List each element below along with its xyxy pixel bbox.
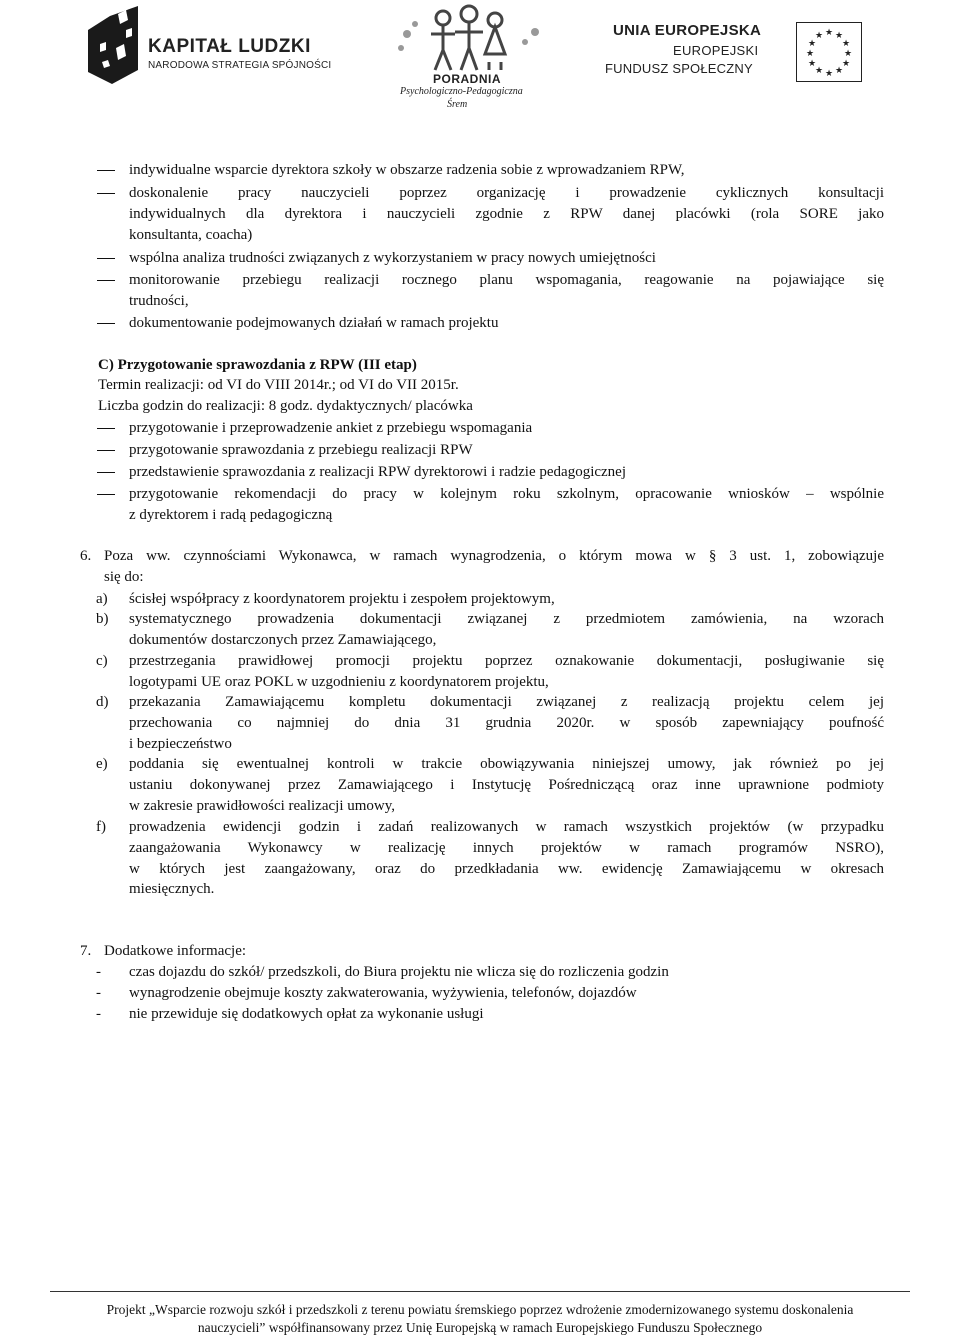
poradnia-title: PORADNIA [433, 72, 502, 86]
list-item-c: c) przestrzegania prawidłowej promocji projektu poprzez oznakowanie dokumentacji, posługiwanie się logotypami UE oraz POKL w uzgodnieniu z koordynatorem projektu, [96, 653, 884, 690]
section-c-heading: C) Przygotowanie sprawozdania z RPW (III etap) [98, 357, 417, 373]
footer-line-1: Projekt „Wsparcie rozwoju szkół i przedszkoli z terenu powiatu śremskiego poprzez wdrożenie zmodernizowanego systemu doskonalenia [106, 1302, 854, 1317]
list-item-a: a) ścisłej współpracy z koordynatorem projektu i zespołem projektowym, [96, 591, 555, 607]
svg-text:★: ★ [807, 59, 817, 69]
list-item: doskonalenie pracy nauczycieli poprzez organizację i prowadzenie cyklicznych konsultacji indywidualnych dla dyrektora i nauczycieli zgodnie z RPW danej placówki (rola SORE jako konsultanta, coacha) [129, 183, 884, 245]
list-item: indywidualne wsparcie dyrektora szkoły w obszarze radzenia sobie z wprowadzaniem RPW, [129, 160, 884, 181]
poradnia-city: Śrem [447, 99, 468, 110]
list-item: przygotowanie i przeprowadzenie ankiet z przebiegu wspomagania [129, 418, 884, 439]
dash-marker: - [96, 964, 101, 980]
section-7-title: Dodatkowe informacje: [104, 943, 247, 959]
list-item-d: d) przekazania Zamawiającemu kompletu dokumentacji związanej z realizacją projektu celem jej przechowania co najmniej do dnia 31 grudnia 2020r. w sposób zapewniający poufność i bezpieczeństwo [96, 694, 884, 752]
poradnia-subtitle: Psychologiczno-Pedagogiczna [400, 86, 523, 97]
eu-logo [603, 22, 883, 82]
list-item: przygotowanie sprawozdania z przebiegu realizacji RPW [129, 440, 884, 461]
children-figures-icon [385, 4, 555, 74]
section-7-number: 7. [80, 943, 92, 959]
eu-fund-line2: FUNDUSZ SPOŁECZNY [605, 61, 753, 76]
list-item: przedstawienie sprawozdania z realizacji RPW dyrektorowi i radzie pedagogicznej [129, 462, 884, 483]
kapital-ludzki-title: KAPITAŁ LUDZKI [148, 36, 311, 57]
list-item-b: b) systematycznego prowadzenia dokumentacji związanej z przedmiotem zamówienia, na wzorach dokumentów dostarczonych przez Zamawiającego, [96, 611, 884, 648]
list-item: przygotowanie rekomendacji do pracy w kolejnym roku szkolnym, opracowanie wniosków – wspólnie z dyrektorem i radą pedagogiczną [129, 484, 884, 526]
section-6-number: 6. [80, 548, 92, 564]
section-c-hours: Liczba godzin do realizacji: 8 godz. dydaktycznych/ placówka [98, 398, 473, 414]
poradnia-logo [385, 4, 555, 112]
svg-text:★: ★ [841, 39, 851, 49]
page-footer [30, 1301, 930, 1337]
list-item-e: e) poddania się ewentualnej kontroli w trakcie obowiązywania niniejszej umowy, jak również po jej ustaniu dokonywanej przez Zamawiającego i Instytucję Pośredniczącą oraz inne uprawnione podmioty w zakresie prawidłowości realizacji umowy, [96, 756, 884, 814]
list-item-f: f) prowadzenia ewidencji godzin i zadań realizowanych w ramach wszystkich projektów (w przypadku zaangażowania Wykonawcy w realizację innych projektów w ramach programów NSRO), w których jest zaangażowany, oraz do przedkładania ww. ewidencję Zamawiającemu w okresach miesięcznych. [96, 819, 884, 898]
section-6-intro: Poza ww. czynnościami Wykonawca, w ramach wynagrodzenia, o którym mowa w § 3 ust. 1, zobowiązuje się do: [104, 548, 884, 585]
list-item: czas dojazdu do szkół/ przedszkoli, do Biura projektu nie wlicza się do rozliczenia godzin [129, 964, 669, 980]
kapital-ludzki-subtitle: NARODOWA STRATEGIA SPÓJNOŚCI [148, 60, 332, 71]
svg-text:★: ★ [807, 39, 817, 49]
dash-marker: - [96, 985, 101, 1001]
section-c-term: Termin realizacji: od VI do VIII 2014r.; od VI do VII 2015r. [98, 377, 459, 393]
svg-text:★: ★ [805, 49, 815, 59]
eu-title: UNIA EUROPEJSKA [613, 22, 762, 39]
svg-text:★: ★ [841, 59, 851, 69]
list-item: dokumentowanie podejmowanych działań w ramach projektu [129, 313, 884, 334]
svg-text:★: ★ [824, 28, 834, 38]
list-item: wynagrodzenie obejmuje koszty zakwaterowania, wyżywienia, telefonów, dojazdów [129, 985, 637, 1001]
svg-text:★: ★ [824, 69, 834, 79]
footer-divider [50, 1291, 910, 1292]
svg-text:★: ★ [814, 66, 824, 76]
eu-fund-line1: EUROPEJSKI [673, 43, 759, 58]
kapital-ludzki-logo [88, 6, 338, 84]
page-header [0, 0, 960, 115]
eu-flag-stars-icon [796, 22, 862, 82]
list-item: wspólna analiza trudności związanych z wykorzystaniem w pracy nowych umiejętności [129, 248, 884, 269]
svg-text:★: ★ [814, 31, 824, 41]
svg-text:★: ★ [834, 31, 844, 41]
svg-text:★: ★ [843, 49, 853, 59]
list-item: monitorowanie przebiegu realizacji rocznego planu wspomagania, reagowanie na pojawiające się trudności, [129, 270, 884, 312]
kapital-ludzki-emblem-icon [88, 6, 138, 84]
dash-marker: - [96, 1006, 101, 1022]
footer-line-2: nauczycieli” współfinansowany przez Unię Europejską w ramach Europejskiego Funduszu Społecznego [197, 1320, 763, 1335]
list-item: nie przewiduje się dodatkowych opłat za wykonanie usługi [129, 1006, 484, 1022]
svg-text:★: ★ [834, 66, 844, 76]
